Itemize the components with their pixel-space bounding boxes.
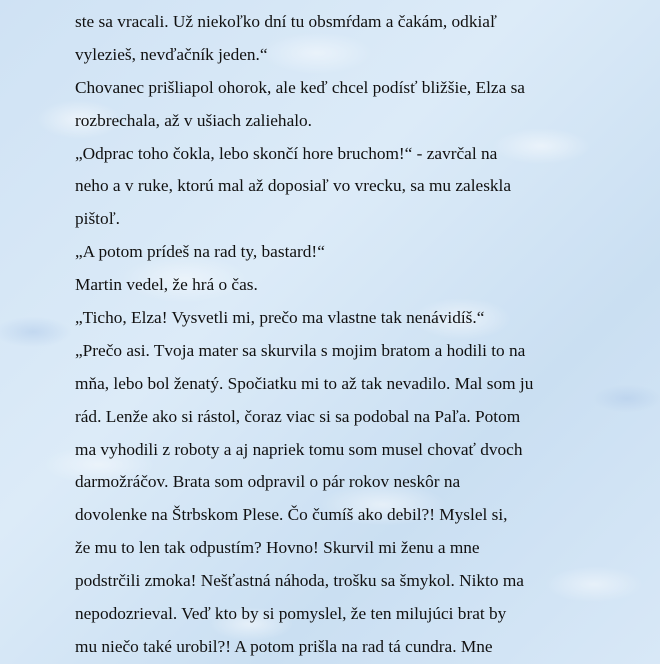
text-line: „Odprac toho čokla, lebo skončí hore bruchom!“ - zavrčal na (75, 143, 498, 163)
text-line: vylezieš, nevďačník jeden.“ (75, 44, 268, 64)
text-line: ma vyhodili z roboty a aj napriek tomu som musel chovať dvoch (75, 439, 523, 459)
text-line: neho a v ruke, ktorú mal až doposiaľ vo vrecku, sa mu zaleskla (75, 176, 512, 196)
text-line: nepodozrieval. Veď kto by si pomyslel, že ten milujúci brat by (75, 604, 507, 624)
text-line: „A potom prídeš na rad ty, bastard!“ (75, 242, 325, 262)
text-line: „Ticho, Elza! Vysvetli mi, prečo ma vlastne tak nenávidíš.“ (75, 308, 485, 328)
text-line: mňa, lebo bol ženatý. Spočiatku mi to až tak nevadilo. Mal som ju (75, 373, 534, 393)
text-line: Chovanec prišliapol ohorok, ale keď chcel podísť bližšie, Elza sa (75, 77, 525, 97)
text-line: ste sa vracali. Už niekoľko dní tu obsmŕdam a čakám, odkiaľ (75, 12, 497, 31)
text-line: mu niečo také urobil?! A potom prišla na rad tá cundra. Mne (75, 636, 493, 656)
text-line: „Prečo asi. Tvoja mater sa skurvila s mojim bratom a hodili to na (75, 340, 526, 360)
text-line: rád. Lenže ako si rástol, čoraz viac si sa podobal na Paľa. Potom (75, 406, 521, 426)
text-line: darmožráčov. Brata som odpravil o pár rokov neskôr na (75, 472, 461, 492)
text-line: podstrčili zmoka! Nešťastná náhoda, trošku sa šmykol. Nikto ma (75, 571, 524, 591)
text-line: pištoľ. (75, 209, 120, 229)
text-line: dovolenke na Štrbskom Plese. Čo čumíš ako debil?! Myslel si, (75, 505, 508, 525)
text-line: že mu to len tak odpustím? Hovno! Skurvil mi ženu a mne (75, 538, 480, 558)
text-line: rozbrechala, až v ušiach zaliehalo. (75, 110, 313, 130)
document-text (75, 6, 650, 664)
text-line: Martin vedel, že hrá o čas. (75, 275, 258, 295)
